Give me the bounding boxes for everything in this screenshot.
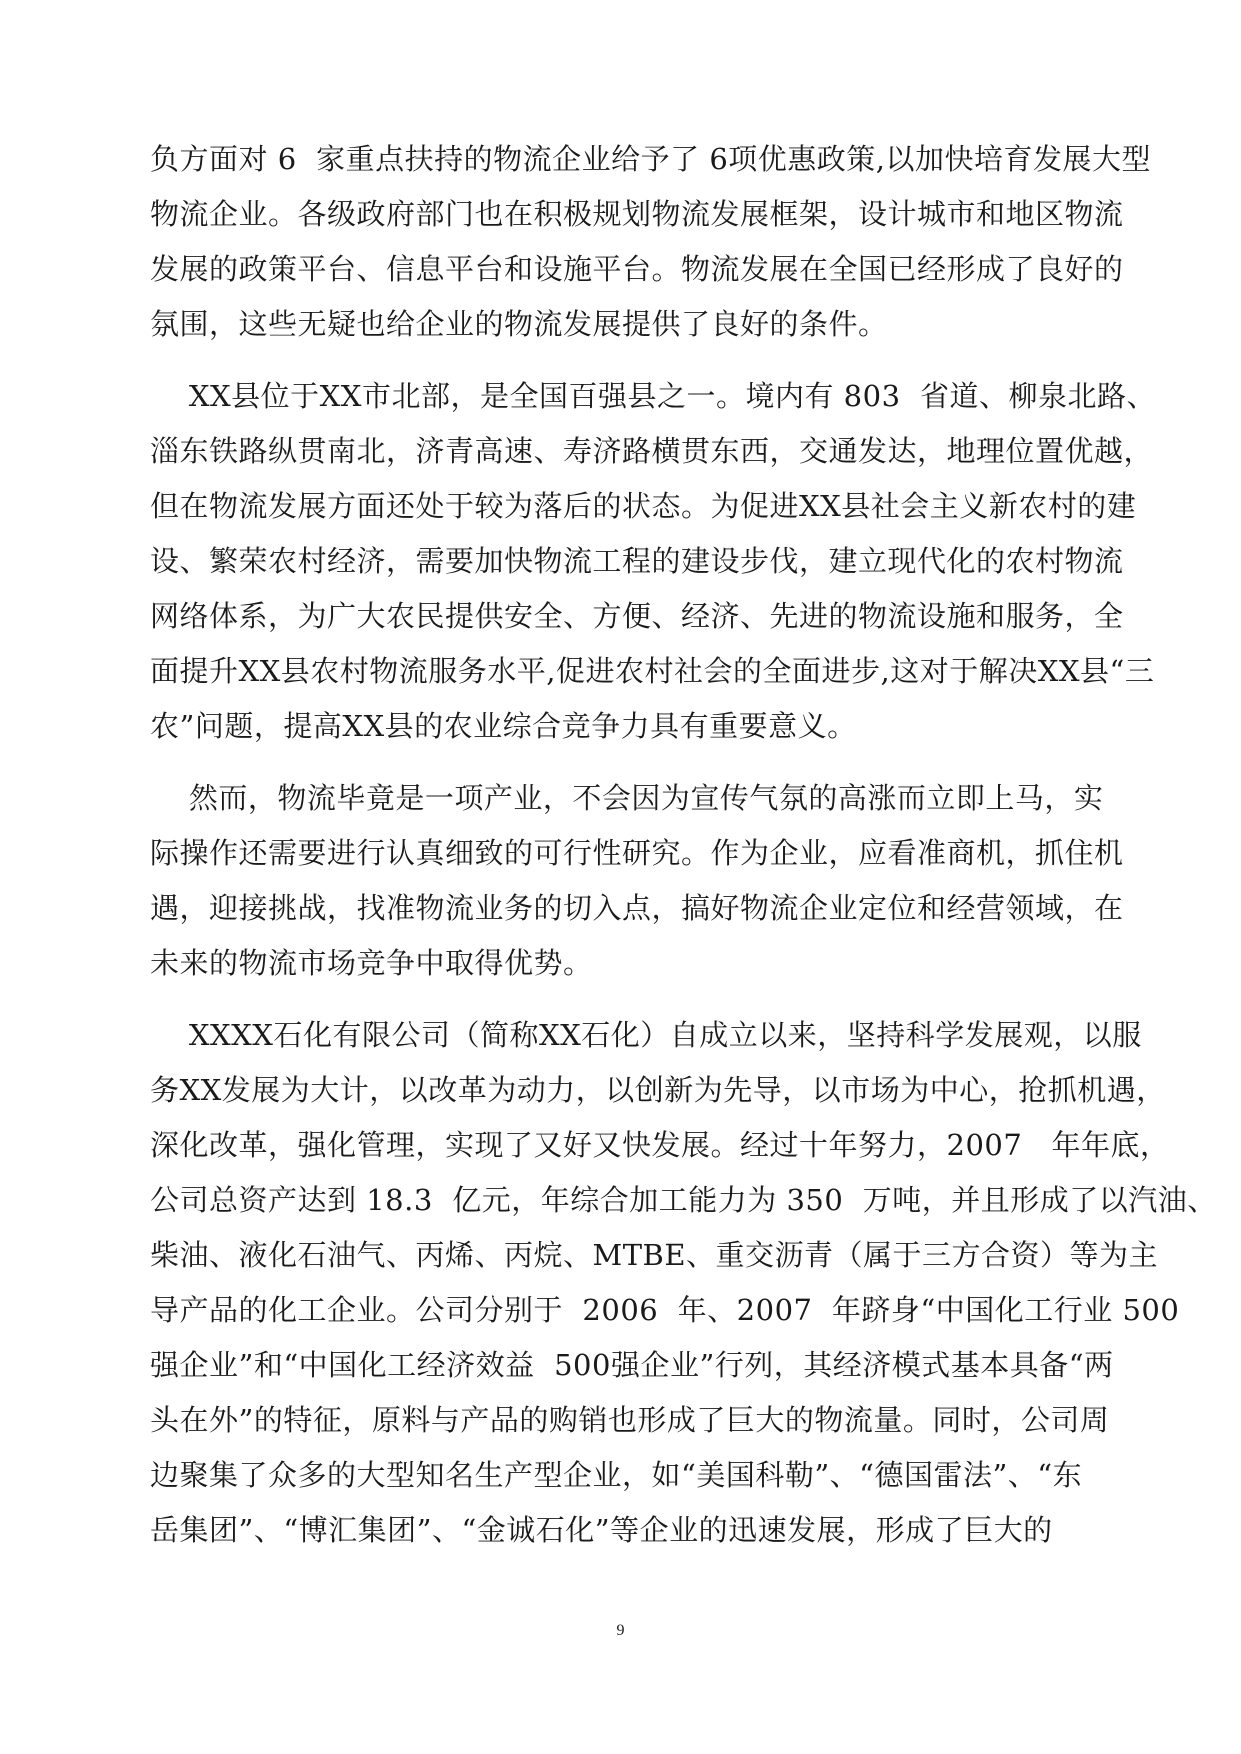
text-line: 然而，物流毕竟是一项产业，不会因为宣传气氛的高涨而立即上马，实 — [150, 781, 1104, 815]
text-line: 设、繁荣农村经济，需要加快物流工程的建设步伐，建立现代化的农村物流 — [150, 544, 1124, 578]
text-line: 未来的物流市场竞争中取得优势。 — [150, 946, 593, 980]
text-line: XX县位于XX市北部，是全国百强县之一。境内有 803 省道、柳泉北路、 — [150, 379, 1156, 413]
text-line: 际操作还需要进行认真细致的可行性研究。作为企业，应看准商机，抓住机 — [150, 836, 1124, 870]
paragraph-spacing — [150, 991, 1115, 1008]
text-line: 头在外”的特征，原料与产品的购销也形成了巨大的物流量。同时，公司周 — [150, 1403, 1110, 1437]
paragraph-4 — [150, 1008, 1217, 1558]
paragraph-2 — [150, 369, 1156, 754]
text-line: 柴油、液化石油气、丙烯、丙烷、MTBE、重交沥青（属于三方合资）等为主 — [150, 1238, 1159, 1272]
text-line: 强企业”和“中国化工经济效益 500强企业”行列，其经济模式基本具备“两 — [150, 1348, 1114, 1382]
text-line: 务XX发展为大计，以改革为动力，以创新为先导，以市场为中心，抢抓机遇， — [150, 1073, 1166, 1107]
body-text — [150, 132, 1217, 1558]
text-line: 边聚集了众多的大型知名生产型企业，如“美国科勒”、“德国雷法”、“东 — [150, 1458, 1083, 1492]
text-line: 导产品的化工企业。公司分别于 2006 年、2007 年跻身“中国化工行业 500 — [150, 1293, 1180, 1327]
text-line: 遇，迎接挑战，找准物流业务的切入点，搞好物流企业定位和经营领域，在 — [150, 891, 1124, 925]
text-line: 负方面对 6 家重点扶持的物流企业给予了 6项优惠政策,以加快培育发展大型 — [150, 142, 1151, 176]
text-line: 岳集团”、“博汇集团”、“金诚石化”等企业的迅速发展，形成了巨大的 — [150, 1513, 1053, 1547]
text-line: 氛围，这些无疑也给企业的物流发展提供了良好的条件。 — [150, 307, 888, 341]
text-line: 面提升XX县农村物流服务水平,促进农村社会的全面进步,这对于解决XX县“三 — [150, 654, 1155, 688]
text-line: 公司总资产达到 18.3 亿元，年综合加工能力为 350 万吨，并且形成了以汽油、 — [150, 1183, 1217, 1217]
text-line: 物流企业。各级政府部门也在积极规划物流发展框架，设计城市和地区物流 — [150, 197, 1124, 231]
text-line: 但在物流发展方面还处于较为落后的状态。为促进XX县社会主义新农村的建 — [150, 489, 1137, 523]
text-line: 淄东铁路纵贯南北，济青高速、寿济路横贯东西，交通发达，地理位置优越， — [150, 434, 1154, 468]
text-line: 网络体系，为广大农民提供安全、方便、经济、先进的物流设施和服务，全 — [150, 599, 1124, 633]
paragraph-3 — [150, 771, 1124, 991]
text-line: 农”问题，提高XX县的农业综合竞争力具有重要意义。 — [150, 709, 857, 743]
paragraph-spacing — [150, 754, 1115, 771]
text-line: XXXX石化有限公司（简称XX石化）自成立以来，坚持科学发展观，以服 — [150, 1018, 1142, 1052]
paragraph-spacing — [150, 352, 1115, 369]
text-line: 深化改革，强化管理，实现了又好又快发展。经过十年努力，2007 年年底， — [150, 1128, 1170, 1162]
text-line: 发展的政策平台、信息平台和设施平台。物流发展在全国已经形成了良好的 — [150, 252, 1124, 286]
paragraph-1 — [150, 132, 1151, 352]
page-number: 9 — [616, 1622, 625, 1639]
